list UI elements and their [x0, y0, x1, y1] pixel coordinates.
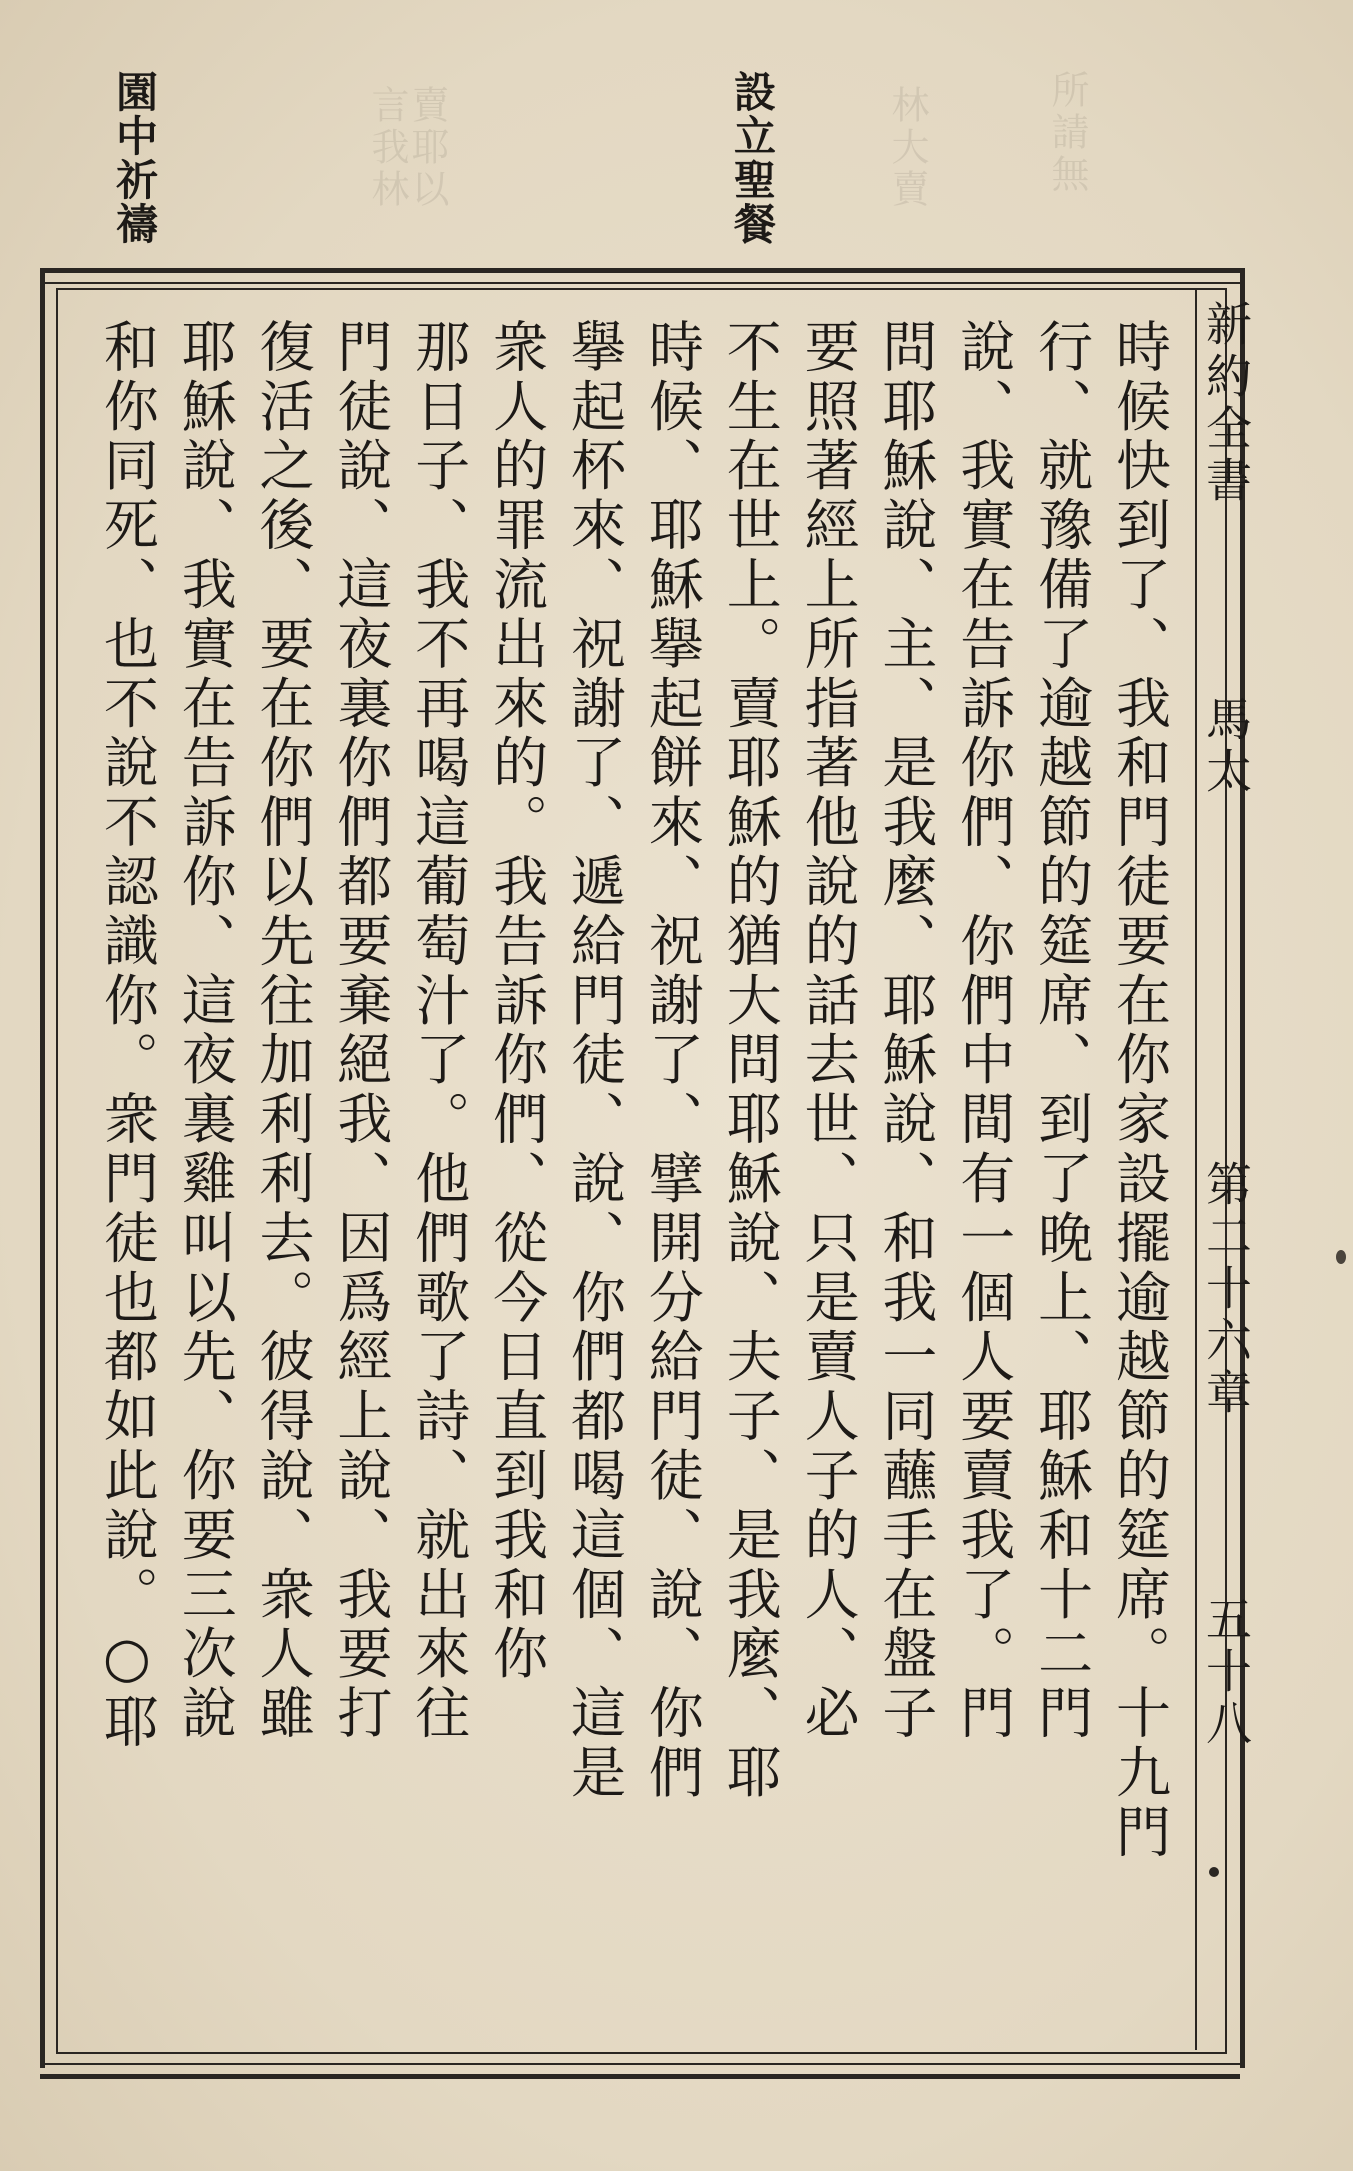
header-dot	[1209, 1867, 1219, 1877]
text-column: 門徒說、這夜裏你們都要棄絕我、因爲經上說、我要打	[328, 318, 393, 1744]
section-heading-garden-prayer: 園中祈禱	[110, 70, 159, 246]
text-column: 時候快到了、我和門徒要在你家設擺逾越節的筵席。十九門	[1107, 318, 1171, 1863]
body-text	[88, 318, 1178, 2038]
text-column: 復活之後、要在你們以先往加利利去。彼得說、衆人雖	[250, 318, 315, 1744]
text-column: 擧起杯來、祝謝了、遞給門徒、說、你們都喝這個、這是	[561, 318, 626, 1803]
running-header	[1200, 300, 1252, 2050]
text-column: 時候、耶穌擧起餅來、祝謝了、擘開分給門徒、說、你們	[639, 318, 704, 1803]
book-title: 新約全書	[1199, 300, 1253, 508]
text-column: 行、就豫備了逾越節的筵席、到了晚上、耶穌和十二門	[1029, 318, 1094, 1744]
chapter-label: 第二十六章	[1199, 1160, 1253, 1420]
text-column: 問耶穌說、主、是我麼、耶穌說、和我一同蘸手在盤子	[873, 318, 938, 1744]
page-number: 五十八	[1199, 1595, 1253, 1751]
text-column: 要照著經上所指著他說的話去世、只是賣人子的人、必	[795, 318, 860, 1744]
book-name: 馬太	[1199, 695, 1253, 799]
header-divider	[1195, 288, 1197, 2050]
top-rule	[40, 268, 1240, 284]
paper-speck	[1336, 1250, 1346, 1264]
text-column: 那日子、我不再喝這葡萄汁了。他們歌了詩、就出來往	[406, 318, 471, 1744]
text-column: 不生在世上。賣耶穌的猶大問耶穌說、夫子、是我麼、耶	[717, 318, 782, 1803]
text-column: 耶穌說、我實在告訴你、這夜裏雞叫以先、你要三次說	[172, 318, 237, 1744]
bottom-rule	[40, 2063, 1240, 2079]
text-column: 說、我實在告訴你們、你們中間有一個人要賣我了。門	[951, 318, 1016, 1744]
show-through-text: 所請無	[1045, 70, 1089, 196]
show-through-text: 賣耶以	[405, 85, 449, 211]
text-column: 衆人的罪流出來的。我告訴你們、從今日直到我和你	[484, 318, 549, 1685]
show-through-text: 林大賣	[885, 85, 929, 211]
section-heading-lords-supper: 設立聖餐	[728, 70, 777, 246]
show-through-text: 言我林	[365, 85, 409, 211]
text-column: 和你同死、也不說不認識你。衆門徒也都如此說。○耶	[94, 318, 159, 1753]
